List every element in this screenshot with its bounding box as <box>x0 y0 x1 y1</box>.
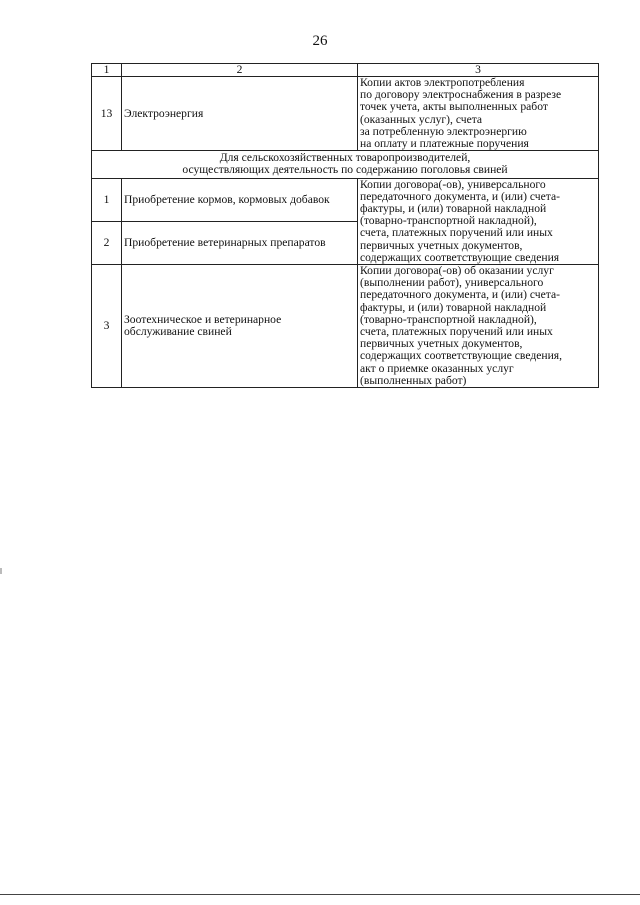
document-line: (выполненных работ) <box>360 373 467 387</box>
expense-name: Приобретение ветеринарных препаратов <box>122 221 358 264</box>
document-line: фактуры, и (или) товарной накладной <box>360 300 547 314</box>
document-line: фактуры, и (или) товарной накладной <box>360 202 547 216</box>
document-line: Копии договора(-ов) об оказании услуг <box>360 264 554 278</box>
section-title-line: осуществляющих деятельность по содержанию поголовья свиней <box>182 163 508 177</box>
row-number: 13 <box>92 77 122 151</box>
document-list <box>358 77 599 151</box>
document-line: передаточного документа, и (или) счета- <box>360 189 560 203</box>
document-line: по договору электроснабжения в разрезе <box>360 88 562 102</box>
document-line: первичных учетных документов, <box>360 337 523 351</box>
document-line: Копии договора(-ов), универсального <box>360 177 546 191</box>
document-line: за потребленную электроэнергию <box>360 124 527 138</box>
document-line: счета, платежных поручений или иных <box>360 325 553 339</box>
row-number: 3 <box>92 265 122 388</box>
document-line: счета, платежных поручений или иных <box>360 226 553 240</box>
column-number-2: 2 <box>122 64 358 77</box>
row-number: 2 <box>92 221 122 264</box>
document-line: акт о приемке оказанных услуг <box>360 361 514 375</box>
document-line: (выполнении работ), универсального <box>360 276 544 290</box>
document-line: на оплату и платежные поручения <box>360 137 529 151</box>
document-line: передаточного документа, и (или) счета- <box>360 288 560 302</box>
scan-bottom-edge <box>0 894 640 895</box>
section-header-row <box>92 151 599 178</box>
column-number-1: 1 <box>92 64 122 77</box>
column-number-3: 3 <box>358 64 599 77</box>
expense-name: Приобретение кормов, кормовых добавок <box>122 178 358 221</box>
section-title <box>92 151 599 178</box>
section-title-line: Для сельскохозяйственных товаропроизводителей, <box>219 151 471 165</box>
document-line: точек учета, акты выполненных работ <box>360 100 548 114</box>
document-line: содержащих соответствующие сведения <box>360 250 560 264</box>
documents-table <box>91 63 599 388</box>
expense-name-line: обслуживание свиней <box>124 325 232 339</box>
document-list <box>358 265 599 388</box>
document-line: содержащих соответствующие сведения, <box>360 349 563 363</box>
row-number: 1 <box>92 178 122 221</box>
expense-name: Электроэнергия <box>122 77 358 151</box>
document-list <box>358 178 599 264</box>
document-line: (товарно-транспортной накладной), <box>360 312 537 326</box>
document-line: Копии актов электропотребления <box>360 76 525 89</box>
document-line: (товарно-транспортной накладной), <box>360 214 537 228</box>
table-row <box>92 265 599 388</box>
document-line: (оказанных услуг), счета <box>360 112 483 126</box>
table-row <box>92 178 599 221</box>
expense-name <box>122 265 358 388</box>
page-number: 26 <box>312 33 328 49</box>
expense-name-line: Зоотехническое и ветеринарное <box>124 312 282 326</box>
table-header-row <box>92 64 599 77</box>
table-row <box>92 77 599 151</box>
scan-margin-mark <box>0 568 2 574</box>
document-line: первичных учетных документов, <box>360 238 523 252</box>
